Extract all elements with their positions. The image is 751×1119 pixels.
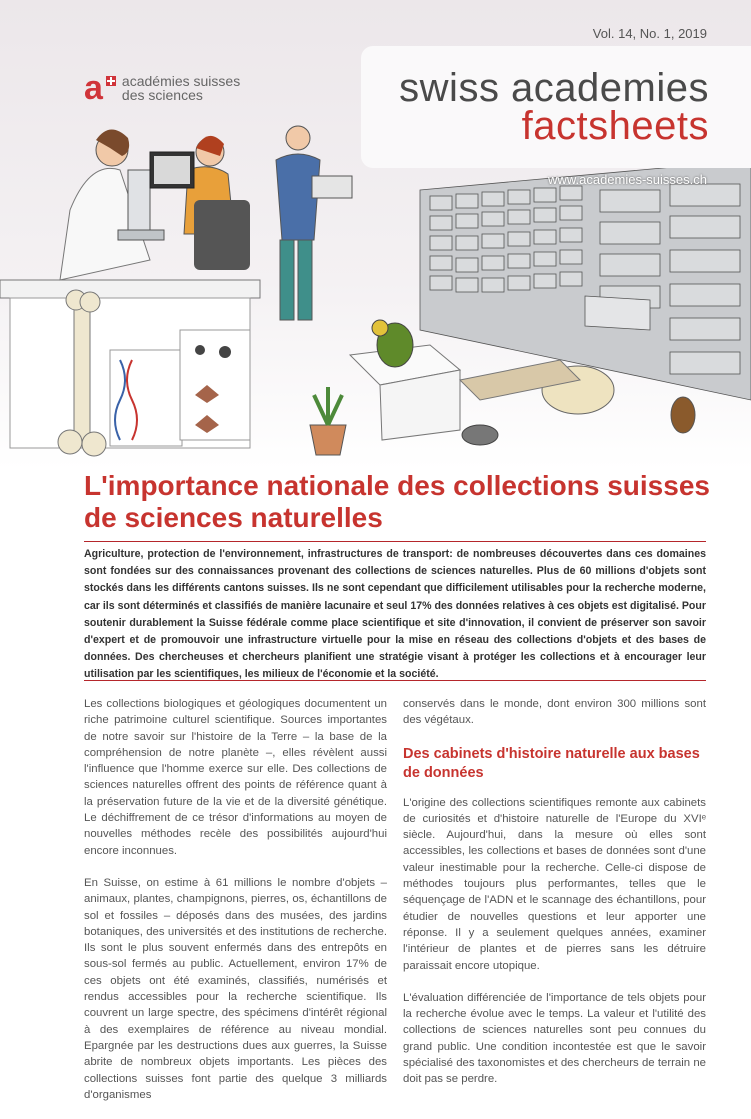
column-right xyxy=(403,696,706,1104)
lead-paragraph: Agriculture, protection de l'environnement, infrastructures de transport: de nombreuses découvertes dans ces domaines sont fondées sur des connaissances provenant des collections de sciences naturelles. Plus de 60 millions d'objets sont stockés dans les différents cantons suisses. Ils ne sont cependant que difficilement utilisables pour la recherche moderne, car ils sont déterminés et classifiés de manière lacunaire et seul 17% des données relatives à ces objets est digitalisé. Pour soutenir durablement la Suisse fédérale comme place scientifique et site d'innovation, il convient de préserver son savoir d'expert et de promouvoir une infrastructure virtuelle pour la mise en réseau des collections d'objets et des bases de données. Des chercheuses et chercheurs planifient une stratégie visant à protéger les collections et à encourager leur utilisation par les scientifiques, les milieux de l'économie et la société. xyxy=(84,548,706,681)
pinecone xyxy=(671,397,695,433)
paragraph: En Suisse, on estime à 61 millions le nombre d'objets – animaux, plantes, champignons, pierres, os, échantillons de sol et fossiles – déposés dans des musées, des jardins botaniques, des universités et des institutions de recherche. Ils sont le plus souvent enfermés dans des entrepôts en sous-sol fermés au public. Actuellement, environ 17% de ces objets ont été examinés, classifiés, numérisés et rendus accessibles pour la recherche scientifique. Ils couvrent un large spectre, des spécimens d'intérêt régional à des exemplaires de référence au niveau mondial. Epargnée par les destructions dues aux guerres, la Suisse abrite de nombreux objets importants. Les pièces des collections suisses font partie des quelque 3 milliards d'organismes xyxy=(84,876,387,1101)
scientist-microscope xyxy=(60,129,164,280)
paragraph: Les collections biologiques et géologiques documentent un riche patrimoine culturel scientifique. Sources importantes de notre savoir sur l'histoire de la Terre – la base de la compréhension de notre planète –, elles révèlent aussi l'influence que l'homme exerce sur elle. Des collections de sciences naturelles offrent des points de référence quant à la préservation future de la vie et de la diversité génétique. Le déchiffrement de ce trésor d'informations au moyen de nouvelles méthodes recèle des possibilités aujourd'hui encore inconnues. xyxy=(84,698,387,857)
brand-line-1: swiss academies xyxy=(399,66,709,110)
academies-logo xyxy=(84,69,241,107)
logo-line-2: des sciences xyxy=(121,87,203,103)
issue-number: Vol. 14, No. 1, 2019 xyxy=(592,26,707,41)
brand-box xyxy=(361,46,751,168)
person-computer xyxy=(150,136,250,270)
title-line-2: de sciences naturelles xyxy=(84,502,383,533)
divider-bottom xyxy=(84,680,706,681)
man-specimen xyxy=(276,126,352,320)
paragraph: conservés dans le monde, dont environ 300 millions sont des végétaux. xyxy=(403,698,706,727)
potted-plant xyxy=(310,387,346,455)
drawer-cabinets xyxy=(420,160,751,400)
parrot-box xyxy=(350,320,460,440)
dna-poster xyxy=(110,350,182,446)
title-line-1: L'importance nationale des collections suisses xyxy=(84,470,710,501)
brand-line-2: factsheets xyxy=(521,104,709,148)
divider-top xyxy=(84,541,706,542)
article-title xyxy=(84,470,714,534)
hero-illustration-area xyxy=(0,0,751,470)
section-heading: Des cabinets d'histoire naturelle aux bases de données xyxy=(403,745,700,781)
logo-text xyxy=(122,74,240,102)
paragraph: L'origine des collections scientifiques remonte aux cabinets de curiosités et d'histoire naturelle de l'Europe du XVIᵉ siècle. Aujourd'hui, dans la mesure où elles sont accessibles, les collections et bases de données sont d'une valeur inestimable pour la recherche. Celle-ci dispose de méthodes toujours plus performantes, telles que le séquençage de l'ADN et le scannage des échantillons, pour étudier de nouvelles questions et leur apporter une réponse. Il y a seulement quelques années, examiner l'intérieur de plantes et de pierres sans les détruire paraissait encore utopique. xyxy=(403,796,706,972)
logo-line-1: académies suisses xyxy=(121,73,241,89)
swiss-cross-icon xyxy=(106,76,116,86)
butterfly-board xyxy=(180,330,250,440)
column-left xyxy=(84,696,387,1119)
logo-mark: a xyxy=(84,69,103,107)
paragraph: L'évaluation différenciée de l'importance de tels objets pour la recherche évolue avec le temps. La valeur et l'utilité des collections de sciences naturelles sont peu connues du grand public. Une condition incontestée est que le savoir spécialisé des taxonomistes et des chercheurs de terrain ne doit pas se perdre. xyxy=(403,991,706,1086)
website-link[interactable]: www.academies-suisses.ch xyxy=(548,172,707,187)
